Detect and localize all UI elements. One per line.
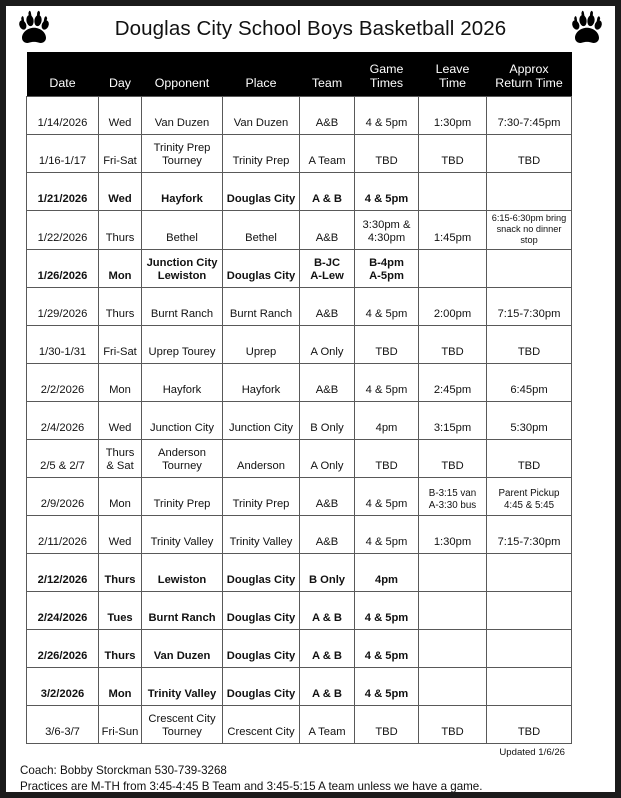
cell-game-times <box>355 249 419 287</box>
cell-team: A Team <box>300 705 355 743</box>
table-row <box>27 210 572 249</box>
table-row <box>27 249 572 287</box>
cell-opponent-line2: Tourney <box>162 726 202 739</box>
cell-place: Uprep <box>223 325 300 363</box>
cell-date: 2/9/2026 <box>27 477 99 515</box>
cell-day <box>99 439 142 477</box>
cell-place: Douglas City <box>223 553 300 591</box>
column-header-game-times-line1: Game <box>369 62 404 77</box>
table-row <box>27 591 572 629</box>
cell-place: Van Duzen <box>223 96 300 134</box>
cell-return-time: 5:30pm <box>487 401 572 439</box>
column-header-return-time-line1: Approx <box>509 62 549 77</box>
cell-leave-time: TBD <box>419 134 487 172</box>
cell-date: 3/6-3/7 <box>27 705 99 743</box>
table-row <box>27 172 572 210</box>
cell-date: 1/14/2026 <box>27 96 99 134</box>
cell-return-time: 7:15-7:30pm <box>487 287 572 325</box>
cell-opponent <box>142 705 223 743</box>
cell-place: Douglas City <box>223 172 300 210</box>
cell-place: Trinity Prep <box>223 134 300 172</box>
column-header-leave-time-line2: Time <box>438 76 467 91</box>
cell-return-time: 7:15-7:30pm <box>487 515 572 553</box>
cell-leave-time <box>419 172 487 210</box>
cell-leave-time: 2:00pm <box>419 287 487 325</box>
table-row <box>27 287 572 325</box>
updated-stamp: Updated 1/6/26 <box>499 746 565 758</box>
cell-team-line2: A-Lew <box>310 270 344 283</box>
cell-leave-time: 2:45pm <box>419 363 487 401</box>
cell-opponent: Hayfork <box>142 363 223 401</box>
column-header-game-times-line2: Times <box>369 76 404 91</box>
cell-team: A & B <box>300 591 355 629</box>
cell-day: Thurs <box>99 553 142 591</box>
cell-opponent <box>142 134 223 172</box>
cell-opponent-line2: Lewiston <box>157 270 207 283</box>
cell-day: Wed <box>99 515 142 553</box>
cell-team: B Only <box>300 553 355 591</box>
cell-opponent <box>142 249 223 287</box>
cell-game-times <box>355 210 419 249</box>
cell-leave-time: 3:15pm <box>419 401 487 439</box>
cell-opponent: Trinity Valley <box>142 515 223 553</box>
cell-return-time <box>487 667 572 705</box>
practice-note: Practices are M-TH from 3:45-4:45 B Team and 3:45-5:15 A team unless we have a game. <box>20 780 483 794</box>
cell-game-times: 4pm <box>355 401 419 439</box>
cell-game-times: 4 & 5pm <box>355 629 419 667</box>
cell-return-time: TBD <box>487 134 572 172</box>
cell-return-time: TBD <box>487 705 572 743</box>
cell-opponent: Lewiston <box>142 553 223 591</box>
table-row <box>27 515 572 553</box>
cell-day: Fri-Sat <box>99 134 142 172</box>
cell-return-time <box>487 629 572 667</box>
cell-return-time <box>487 591 572 629</box>
column-header-leave-time <box>419 52 487 96</box>
paw-print-icon-right <box>567 9 607 49</box>
cell-day: Mon <box>99 477 142 515</box>
table-row <box>27 553 572 591</box>
cell-day: Wed <box>99 401 142 439</box>
cell-day: Mon <box>99 667 142 705</box>
cell-game-times: TBD <box>355 439 419 477</box>
cell-date: 2/26/2026 <box>27 629 99 667</box>
cell-leave-time: TBD <box>419 705 487 743</box>
cell-leave-time: TBD <box>419 325 487 363</box>
cell-team: A&B <box>300 287 355 325</box>
cell-date: 1/29/2026 <box>27 287 99 325</box>
cell-return-time <box>487 249 572 287</box>
column-header-day: Day <box>99 52 142 96</box>
cell-team: A&B <box>300 96 355 134</box>
cell-opponent-line1: Trinity Prep <box>153 142 211 155</box>
column-header-date: Date <box>27 52 99 96</box>
cell-team: A&B <box>300 210 355 249</box>
cell-leave-time: TBD <box>419 439 487 477</box>
cell-return-time: 6:15-6:30pm bring snack no dinner stop <box>487 210 572 249</box>
column-header-return-time-line2: Return Time <box>495 76 563 91</box>
cell-date: 2/5 & 2/7 <box>27 439 99 477</box>
cell-date: 1/26/2026 <box>27 249 99 287</box>
cell-opponent-line1: Junction City <box>146 257 218 270</box>
cell-team: A & B <box>300 667 355 705</box>
cell-leave-time <box>419 667 487 705</box>
column-header-place: Place <box>223 52 300 96</box>
cell-return-time: 7:30-7:45pm <box>487 96 572 134</box>
cell-game-times: 4 & 5pm <box>355 172 419 210</box>
cell-return-time <box>487 172 572 210</box>
cell-game-times-line1: B-4pm <box>369 257 404 270</box>
cell-return-time: TBD <box>487 439 572 477</box>
cell-team-line1: B-JC <box>313 257 341 270</box>
cell-opponent: Uprep Tourey <box>142 325 223 363</box>
cell-place: Anderson <box>223 439 300 477</box>
column-header-team: Team <box>300 52 355 96</box>
cell-leave-time: 1:45pm <box>419 210 487 249</box>
cell-date: 1/22/2026 <box>27 210 99 249</box>
cell-game-times: TBD <box>355 325 419 363</box>
column-header-return-time <box>487 52 572 96</box>
cell-day: Fri-Sat <box>99 325 142 363</box>
cell-place: Hayfork <box>223 363 300 401</box>
cell-return-time: TBD <box>487 325 572 363</box>
cell-team: A&B <box>300 477 355 515</box>
cell-place: Crescent City <box>223 705 300 743</box>
cell-opponent: Burnt Ranch <box>142 591 223 629</box>
cell-day: Mon <box>99 363 142 401</box>
cell-game-times: TBD <box>355 705 419 743</box>
cell-leave-time-line1: B-3:15 van <box>428 488 477 500</box>
schedule-body <box>27 96 572 743</box>
cell-date: 1/16-1/17 <box>27 134 99 172</box>
cell-day: Fri-Sun <box>99 705 142 743</box>
cell-place: Douglas City <box>223 629 300 667</box>
cell-game-times: 4 & 5pm <box>355 477 419 515</box>
cell-game-times-line1: 3:30pm & <box>362 219 411 232</box>
cell-place: Douglas City <box>223 591 300 629</box>
cell-game-times: 4 & 5pm <box>355 363 419 401</box>
cell-leave-time: 1:30pm <box>419 515 487 553</box>
cell-day: Tues <box>99 591 142 629</box>
cell-team: A&B <box>300 363 355 401</box>
cell-leave-time-line2: A-3:30 bus <box>428 499 477 511</box>
cell-date: 2/24/2026 <box>27 591 99 629</box>
table-row <box>27 629 572 667</box>
cell-day-line1: Thurs <box>105 447 135 460</box>
table-row <box>27 134 572 172</box>
cell-day: Thurs <box>99 210 142 249</box>
cell-day: Mon <box>99 249 142 287</box>
column-header-game-times <box>355 52 419 96</box>
page-header <box>6 6 615 52</box>
cell-place: Douglas City <box>223 667 300 705</box>
cell-day: Thurs <box>99 287 142 325</box>
table-row <box>27 96 572 134</box>
cell-date: 1/30-1/31 <box>27 325 99 363</box>
cell-opponent: Van Duzen <box>142 96 223 134</box>
cell-game-times: 4 & 5pm <box>355 287 419 325</box>
cell-opponent: Bethel <box>142 210 223 249</box>
cell-leave-time <box>419 477 487 515</box>
cell-return-time-line1: Parent Pickup <box>498 488 560 500</box>
paw-print-icon-left <box>14 9 54 49</box>
cell-opponent: Trinity Valley <box>142 667 223 705</box>
cell-team: A Team <box>300 134 355 172</box>
table-row <box>27 667 572 705</box>
table-row <box>27 439 572 477</box>
cell-place: Bethel <box>223 210 300 249</box>
cell-date: 2/2/2026 <box>27 363 99 401</box>
cell-place: Burnt Ranch <box>223 287 300 325</box>
cell-leave-time <box>419 591 487 629</box>
cell-opponent <box>142 439 223 477</box>
cell-date: 2/12/2026 <box>27 553 99 591</box>
cell-team: A & B <box>300 172 355 210</box>
cell-opponent: Van Duzen <box>142 629 223 667</box>
cell-date: 2/4/2026 <box>27 401 99 439</box>
cell-game-times: 4 & 5pm <box>355 591 419 629</box>
cell-opponent-line2: Tourney <box>162 155 202 168</box>
cell-team: A Only <box>300 439 355 477</box>
cell-opponent-line1: Anderson <box>158 447 206 460</box>
page-title: Douglas City School Boys Basketball 2026 <box>114 17 507 40</box>
cell-team: A&B <box>300 515 355 553</box>
cell-game-times: 4 & 5pm <box>355 667 419 705</box>
cell-leave-time <box>419 553 487 591</box>
cell-game-times: 4pm <box>355 553 419 591</box>
cell-place: Douglas City <box>223 249 300 287</box>
cell-game-times: 4 & 5pm <box>355 96 419 134</box>
coach-contact: Coach: Bobby Storckman 530-739-3268 <box>20 763 227 777</box>
cell-team: B Only <box>300 401 355 439</box>
cell-day-line2: & Sat <box>106 460 134 473</box>
cell-date: 3/2/2026 <box>27 667 99 705</box>
cell-game-times-line2: 4:30pm <box>367 232 406 245</box>
schedule-table <box>26 52 572 744</box>
cell-opponent: Junction City <box>142 401 223 439</box>
cell-date: 2/11/2026 <box>27 515 99 553</box>
cell-leave-time: 1:30pm <box>419 96 487 134</box>
cell-return-time-line2: 4:45 & 5:45 <box>503 499 555 511</box>
cell-game-times: 4 & 5pm <box>355 515 419 553</box>
cell-day: Thurs <box>99 629 142 667</box>
cell-game-times-line2: A-5pm <box>369 270 404 283</box>
cell-opponent-line1: Crescent City <box>148 713 216 726</box>
column-header-leave-time-line1: Leave <box>435 62 470 77</box>
cell-leave-time <box>419 629 487 667</box>
table-row <box>27 705 572 743</box>
cell-place: Trinity Valley <box>223 515 300 553</box>
cell-team <box>300 249 355 287</box>
table-row <box>27 325 572 363</box>
cell-place: Trinity Prep <box>223 477 300 515</box>
cell-return-time <box>487 553 572 591</box>
table-row <box>27 477 572 515</box>
cell-opponent-line2: Tourney <box>162 460 202 473</box>
cell-opponent: Hayfork <box>142 172 223 210</box>
cell-date: 1/21/2026 <box>27 172 99 210</box>
table-header-row <box>27 52 572 96</box>
table-row <box>27 401 572 439</box>
cell-return-time <box>487 477 572 515</box>
cell-game-times: TBD <box>355 134 419 172</box>
cell-opponent: Trinity Prep <box>142 477 223 515</box>
footer-notes <box>20 758 615 797</box>
cell-opponent: Burnt Ranch <box>142 287 223 325</box>
cell-leave-time <box>419 249 487 287</box>
cell-day: Wed <box>99 96 142 134</box>
table-row <box>27 363 572 401</box>
cell-team: A Only <box>300 325 355 363</box>
column-header-opponent: Opponent <box>142 52 223 96</box>
cell-return-time: 6:45pm <box>487 363 572 401</box>
cell-place: Junction City <box>223 401 300 439</box>
cell-team: A & B <box>300 629 355 667</box>
cell-day: Wed <box>99 172 142 210</box>
